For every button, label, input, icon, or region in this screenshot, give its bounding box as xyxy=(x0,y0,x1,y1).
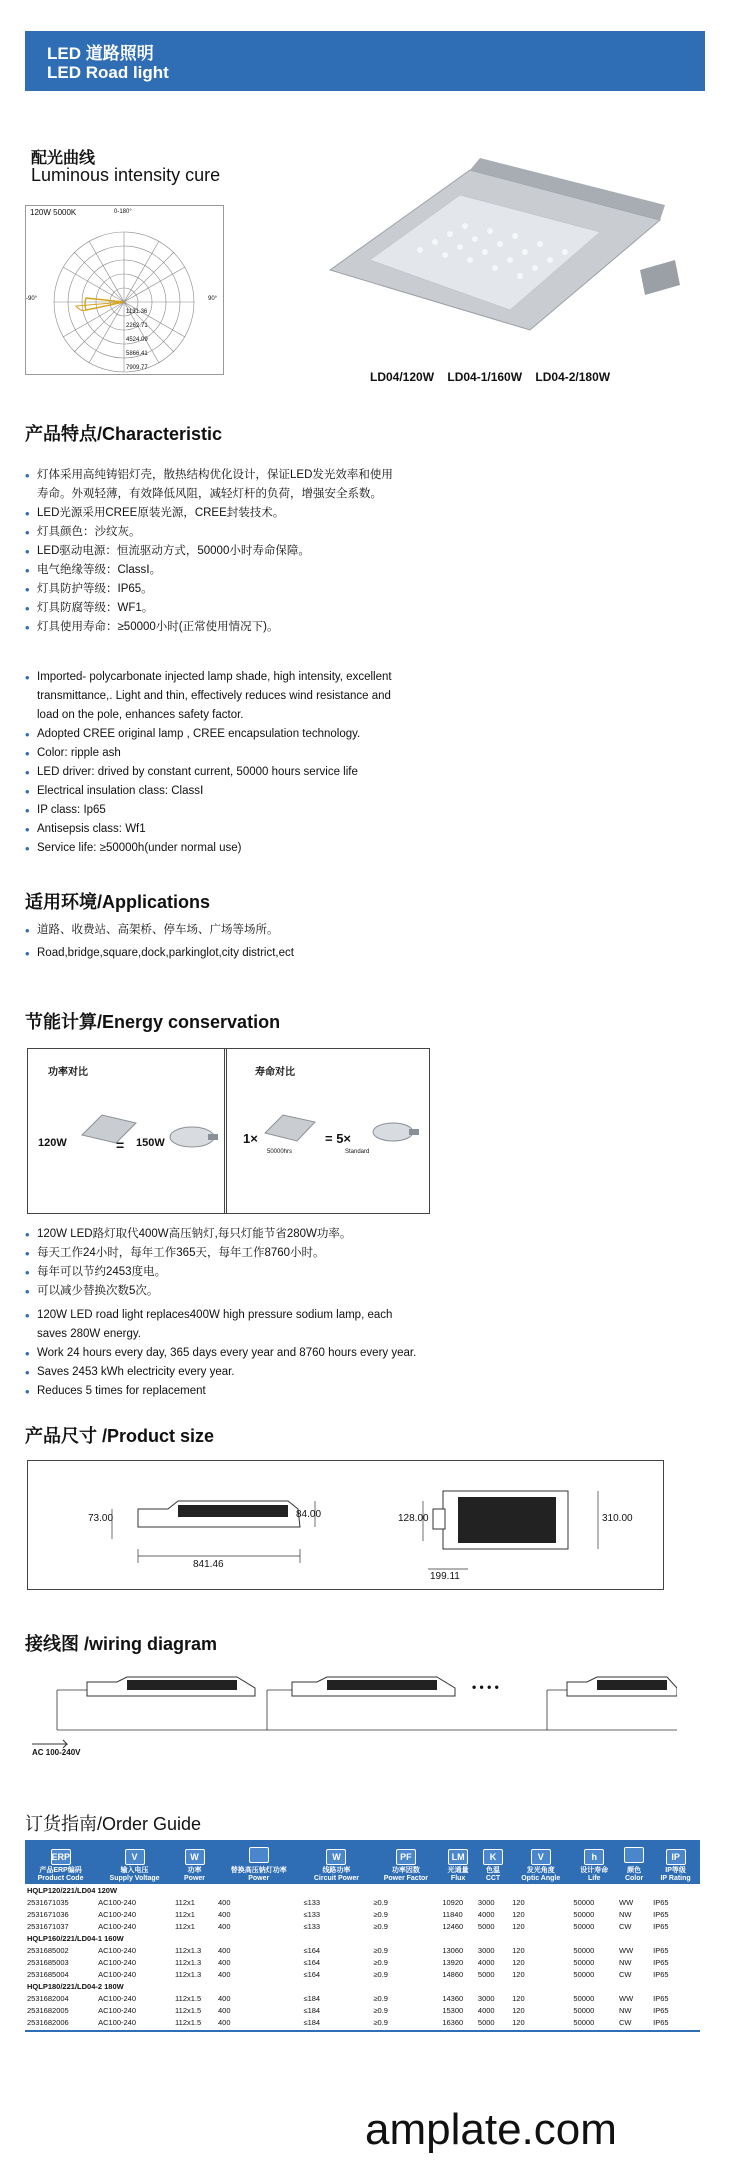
list-item: • 可以减少替换次数5次。 xyxy=(25,1282,545,1301)
column-icon: PF xyxy=(396,1849,416,1865)
table-cell: WW xyxy=(618,1993,634,2003)
table-cell: 16360 xyxy=(442,2017,464,2027)
table-cell: 2531682006 xyxy=(27,2017,69,2027)
column-icon xyxy=(249,1847,269,1863)
table-row xyxy=(25,2016,700,2028)
power-compare-label: 功率对比 xyxy=(48,1067,88,1078)
table-cell: 2531671036 xyxy=(27,1909,69,1919)
table-cell: CW xyxy=(618,1969,632,1979)
table-cell: 120 xyxy=(512,1945,525,1955)
table-cell: ≥0.9 xyxy=(373,1909,388,1919)
dim-128: 128.00 xyxy=(398,1513,429,1524)
table-cell: 400 xyxy=(217,1969,231,1979)
table-cell: 112x1.5 xyxy=(175,2017,202,2027)
list-item: load on the pole, enhances safety factor. xyxy=(37,709,244,721)
table-cell: 50000 xyxy=(573,1969,595,1979)
table-cell: ≤164 xyxy=(303,1969,321,1979)
power-right-value: 150W xyxy=(136,1137,165,1149)
table-cell: NW xyxy=(618,1909,632,1919)
characteristic-cn-list xyxy=(25,466,545,637)
table-row xyxy=(25,2004,700,2016)
table-cell: 120 xyxy=(512,2017,525,2027)
order-table-wrapper xyxy=(25,1840,700,2032)
table-cell: WW xyxy=(618,1897,634,1907)
column-label-en: Color xyxy=(624,1875,644,1882)
column-label-en: Power Factor xyxy=(383,1875,429,1882)
table-cell: 5000 xyxy=(477,1921,495,1931)
dim-length: 841.46 xyxy=(193,1559,224,1570)
table-cell: 120 xyxy=(512,1921,525,1931)
column-label-cn: 功率因数 xyxy=(391,1867,420,1874)
list-item: • 120W LED road light replaces400W high pressure sodium lamp, each xyxy=(25,1306,545,1325)
table-cell: AC100-240 xyxy=(98,1945,137,1955)
column-label-en: Power xyxy=(184,1875,206,1882)
list-item: 寿命。外观轻薄，有效降低风阻，减轻灯杆的负荷，增强安全系数。 xyxy=(37,488,382,500)
table-cell: AC100-240 xyxy=(98,2005,137,2015)
column-icon: IP xyxy=(666,1849,686,1865)
order-column-header xyxy=(476,1840,510,1884)
table-cell: IP65 xyxy=(653,1993,669,2003)
column-label-en: Life xyxy=(587,1875,601,1882)
table-cell: 2531685004 xyxy=(27,1969,69,1979)
table-cell: IP65 xyxy=(653,1969,669,1979)
list-item: • Road,bridge,square,dock,parkinglot,city district,ect xyxy=(25,944,545,963)
angle-right-label: 90° xyxy=(208,296,218,302)
list-item: • 灯具防护等级：IP65。 xyxy=(25,580,545,599)
order-column-header xyxy=(571,1840,617,1884)
list-item: • LED驱动电源：恒流驱动方式，50000小时寿命保障。 xyxy=(25,542,545,561)
header-title-cn: LED 道路照明 xyxy=(47,44,154,63)
dimension-drawing xyxy=(28,1461,663,1589)
table-cell: ≥0.9 xyxy=(373,1969,388,1979)
table-cell: IP65 xyxy=(653,1921,669,1931)
table-cell: 4000 xyxy=(477,2005,495,2015)
table-cell: ≤164 xyxy=(303,1957,321,1967)
header-title-en: LED Road light xyxy=(47,63,169,82)
table-cell: ≤184 xyxy=(303,1993,321,2003)
table-cell: 120 xyxy=(512,1897,525,1907)
order-column-header xyxy=(96,1840,173,1884)
watermark: amplate.com xyxy=(365,2105,617,2154)
table-cell: ≥0.9 xyxy=(373,1957,388,1967)
table-cell: 3000 xyxy=(477,1897,495,1907)
column-icon: W xyxy=(185,1849,205,1865)
curve-title-en: Luminous intensity cure xyxy=(31,165,221,185)
table-cell: IP65 xyxy=(653,1909,669,1919)
table-cell: 120 xyxy=(512,1993,525,2003)
order-column-header xyxy=(440,1840,476,1884)
polar-diagram xyxy=(26,206,223,374)
table-cell: 112x1.5 xyxy=(175,2005,202,2015)
table-cell: 50000 xyxy=(573,1921,595,1931)
column-label-cn: 设计寿命 xyxy=(580,1867,609,1874)
ring-value: 1131.36 xyxy=(126,309,148,315)
list-item: • Color: ripple ash xyxy=(25,744,545,763)
table-cell: AC100-240 xyxy=(98,1921,137,1931)
curve-title-cn: 配光曲线 xyxy=(31,150,96,167)
characteristic-en-list xyxy=(25,668,545,858)
table-cell: 400 xyxy=(217,1921,231,1931)
column-label-en: Optic Angle xyxy=(521,1875,561,1882)
table-cell: 2531682005 xyxy=(27,2005,69,2015)
table-cell: 120 xyxy=(512,1969,525,1979)
table-cell: IP65 xyxy=(653,1897,669,1907)
column-icon: K xyxy=(483,1849,503,1865)
column-label-cn: 发光角度 xyxy=(526,1867,555,1874)
list-item: • Antisepsis class: Wf1 xyxy=(25,820,545,839)
energy-cn-list xyxy=(25,1225,545,1301)
order-heading: 订货指南/Order Guide xyxy=(25,1814,202,1834)
list-item: • Service life: ≥50000h(under normal use) xyxy=(25,839,545,858)
column-icon: W xyxy=(326,1849,346,1865)
list-item: • LED光源采用CREE原装光源，CREE封装技术。 xyxy=(25,504,545,523)
table-cell: 14860 xyxy=(442,1969,464,1979)
group-label: HQLP160/221/LD04-1 160W xyxy=(27,1933,124,1943)
list-item: • 灯具使用寿命：≥50000小时(正常使用情况下)。 xyxy=(25,618,545,637)
list-item: • 道路、收费站、高架桥、停车场、广场等场所。 xyxy=(25,921,545,940)
column-label-en: Flux xyxy=(450,1875,466,1882)
table-cell: ≥0.9 xyxy=(373,1993,388,2003)
table-cell: ≤184 xyxy=(303,2017,321,2027)
column-icon: V xyxy=(531,1849,551,1865)
table-row xyxy=(25,1992,700,2004)
column-icon xyxy=(624,1847,644,1863)
table-cell: 400 xyxy=(217,1909,231,1919)
column-label-cn: 输入电压 xyxy=(120,1867,149,1874)
model-list: LD04/120W LD04-1/160W LD04-2/180W xyxy=(370,370,611,384)
order-column-header xyxy=(173,1840,216,1884)
column-label-en: Power xyxy=(248,1875,270,1882)
table-cell: 15300 xyxy=(442,2005,464,2015)
order-column-header xyxy=(510,1840,571,1884)
column-label-cn: 颜色 xyxy=(627,1867,642,1874)
table-cell: 50000 xyxy=(573,2005,595,2015)
table-cell: 5000 xyxy=(477,1969,495,1979)
table-cell: 12460 xyxy=(442,1921,464,1931)
life-right-sub: Standard xyxy=(345,1149,370,1155)
table-cell: AC100-240 xyxy=(98,1993,137,2003)
ring-value: 5866.41 xyxy=(126,351,148,357)
list-item: • 每年可以节约2453度电。 xyxy=(25,1263,545,1282)
table-cell: 50000 xyxy=(573,1897,595,1907)
table-cell: 4000 xyxy=(477,1909,495,1919)
table-bottom-rule xyxy=(25,2030,700,2032)
table-cell: ≥0.9 xyxy=(373,1945,388,1955)
table-cell: 120 xyxy=(512,2005,525,2015)
dim-height-right: 84.00 xyxy=(296,1509,322,1520)
table-cell: 13060 xyxy=(442,1945,464,1955)
wiring-diagram xyxy=(27,1660,677,1760)
table-cell: 112x1.3 xyxy=(175,1957,202,1967)
road-light-illustration xyxy=(320,150,690,340)
table-row xyxy=(25,1944,700,1956)
list-item: • 灯体采用高纯铸铝灯壳，散热结构优化设计，保证LED发光效率和使用 xyxy=(25,466,545,485)
table-cell: 50000 xyxy=(573,1993,595,2003)
group-label: HQLP180/221/LD04-2 180W xyxy=(27,1981,124,1991)
order-column-header xyxy=(216,1840,301,1884)
angle-left-label: -90° xyxy=(26,296,38,302)
wiring-heading: 接线图 /wiring diagram xyxy=(25,1634,218,1654)
wiring-svg xyxy=(27,1660,677,1760)
table-cell: 2531685002 xyxy=(27,1945,69,1955)
ac-voltage-label: AC 100-240V xyxy=(32,1748,81,1757)
table-cell: NW xyxy=(618,1957,632,1967)
angle-top-label: 0-180° xyxy=(114,209,132,215)
characteristic-heading: 产品特点/Characteristic xyxy=(25,424,223,444)
table-cell: 120 xyxy=(512,1909,525,1919)
table-cell: 112x1 xyxy=(175,1909,195,1919)
order-table xyxy=(25,1840,700,2028)
table-cell: IP65 xyxy=(653,2005,669,2015)
dim-199: 199.11 xyxy=(430,1571,460,1582)
column-label-cn: 功率 xyxy=(187,1867,202,1874)
table-cell: AC100-240 xyxy=(98,1957,137,1967)
continuation-dots: • • • • xyxy=(472,1680,499,1694)
sodium-lamp-icon xyxy=(168,1123,218,1153)
list-item: • Electrical insulation class: ClassⅠ xyxy=(25,782,545,801)
list-item: • Adopted CREE original lamp , CREE encapsulation technology. xyxy=(25,725,545,744)
table-cell: ≥0.9 xyxy=(373,2017,388,2027)
column-label-cn: 替换高压钠灯功率 xyxy=(230,1867,287,1874)
table-group-row xyxy=(25,1932,700,1944)
table-cell: 50000 xyxy=(573,1957,595,1967)
life-left-value: 1× xyxy=(243,1131,258,1146)
table-cell: 3000 xyxy=(477,1945,495,1955)
table-cell: CW xyxy=(618,1921,632,1931)
product-image xyxy=(320,150,690,340)
table-cell: ≥0.9 xyxy=(373,1897,388,1907)
energy-en-list xyxy=(25,1306,545,1401)
life-compare-box xyxy=(224,1048,430,1214)
table-cell: CW xyxy=(618,2017,632,2027)
column-label-cn: 线路功率 xyxy=(322,1867,351,1874)
table-cell: IP65 xyxy=(653,2017,669,2027)
table-group-row xyxy=(25,1980,700,1992)
column-label-en: CCT xyxy=(485,1875,501,1882)
table-cell: 400 xyxy=(217,1993,231,2003)
column-label-cn: IP等级 xyxy=(665,1867,686,1874)
size-heading: 产品尺寸 /Product size xyxy=(25,1426,215,1446)
order-column-header xyxy=(617,1840,651,1884)
table-cell: 50000 xyxy=(573,1945,595,1955)
column-icon: h xyxy=(584,1849,604,1865)
list-item: • 120W LED路灯取代400W高压钠灯,每只灯能节省280W功率。 xyxy=(25,1225,545,1244)
equals-sign: = xyxy=(116,1137,125,1153)
header-banner xyxy=(25,31,705,91)
table-cell: 3000 xyxy=(477,1993,495,2003)
ring-value: 4524.09 xyxy=(126,337,148,343)
column-label-en: Circuit Power xyxy=(313,1875,359,1882)
dim-height-left: 73.00 xyxy=(88,1513,114,1524)
list-item: • 每天工作24小时，每年工作365天，每年工作8760小时。 xyxy=(25,1244,545,1263)
table-cell: 2531671037 xyxy=(27,1921,69,1931)
order-column-header xyxy=(371,1840,440,1884)
dim-width: 310.00 xyxy=(602,1513,633,1524)
table-cell: 11840 xyxy=(442,1909,463,1919)
led-lamp-icon xyxy=(80,1111,138,1145)
polar-chart xyxy=(25,205,224,375)
applications-list xyxy=(25,921,545,963)
list-item: • Imported- polycarbonate injected lamp shade, high intensity, excellent xyxy=(25,668,545,687)
list-item: • LED driver: drived by constant current, 50000 hours service life xyxy=(25,763,545,782)
table-cell: 400 xyxy=(217,1897,231,1907)
table-cell: 112x1 xyxy=(175,1897,195,1907)
table-cell: 400 xyxy=(217,2005,231,2015)
table-cell: ≤164 xyxy=(303,1945,321,1955)
table-cell: NW xyxy=(618,2005,632,2015)
group-label: HQLP120/221/LD04 120W xyxy=(27,1885,118,1895)
chart-label: 120W 5000K xyxy=(30,208,77,217)
list-item: • IP class: Ip65 xyxy=(25,801,545,820)
power-compare-box xyxy=(27,1048,227,1214)
table-row xyxy=(25,1908,700,1920)
table-row xyxy=(25,1968,700,1980)
column-icon: ERP xyxy=(51,1849,71,1865)
ring-value: 2262.71 xyxy=(126,323,148,329)
table-cell: ≤133 xyxy=(303,1909,321,1919)
list-item: • 灯具颜色：沙纹灰。 xyxy=(25,523,545,542)
table-cell: ≤133 xyxy=(303,1897,321,1907)
table-cell: 112x1.3 xyxy=(175,1945,202,1955)
size-drawing-box xyxy=(27,1460,664,1590)
table-cell: 2531671035 xyxy=(27,1897,69,1907)
table-cell: 2531685003 xyxy=(27,1957,69,1967)
table-cell: 13920 xyxy=(442,1957,464,1967)
column-label-en: IP Rating xyxy=(660,1875,691,1882)
sodium-lamp-icon xyxy=(371,1119,419,1147)
list-item: transmittance,. Light and thin, effectively reduces wind resistance and xyxy=(37,690,391,702)
column-label-cn: 色温 xyxy=(486,1867,501,1874)
life-left-sub: 50000hrs xyxy=(267,1149,293,1155)
table-cell: 400 xyxy=(217,1957,231,1967)
table-row xyxy=(25,1956,700,1968)
table-cell: 14360 xyxy=(442,1993,464,2003)
order-column-header xyxy=(651,1840,700,1884)
applications-heading: 适用环境/Applications xyxy=(25,892,211,912)
table-row xyxy=(25,1920,700,1932)
power-left-value: 120W xyxy=(38,1137,67,1149)
table-cell: AC100-240 xyxy=(98,1909,137,1919)
table-group-row xyxy=(25,1884,700,1896)
list-item: • Reduces 5 times for replacement xyxy=(25,1382,545,1401)
list-item: saves 280W energy. xyxy=(37,1328,141,1340)
table-cell: 112x1.5 xyxy=(175,1993,202,2003)
table-cell: 10920 xyxy=(442,1897,464,1907)
table-cell: 120 xyxy=(512,1957,525,1967)
life-compare-label: 寿命对比 xyxy=(255,1067,295,1078)
table-cell: ≤133 xyxy=(303,1921,321,1931)
table-cell: WW xyxy=(618,1945,634,1955)
column-label-cn: 产品ERP编码 xyxy=(39,1867,82,1874)
list-item: • Work 24 hours every day, 365 days every year and 8760 hours every year. xyxy=(25,1344,545,1363)
table-row xyxy=(25,1896,700,1908)
table-cell: 112x1.3 xyxy=(175,1969,202,1979)
ring-value: 7909.77 xyxy=(126,365,148,371)
table-cell: 400 xyxy=(217,1945,231,1955)
table-cell: 4000 xyxy=(477,1957,495,1967)
life-right-value: = 5× xyxy=(325,1131,352,1146)
column-icon: LM xyxy=(448,1849,468,1865)
order-column-header xyxy=(25,1840,96,1884)
table-cell: 2531682004 xyxy=(27,1993,69,2003)
energy-heading: 节能计算/Energy conservation xyxy=(25,1012,281,1032)
table-cell: 400 xyxy=(217,2017,231,2027)
order-table-header xyxy=(25,1840,700,1884)
table-cell: ≤184 xyxy=(303,2005,321,2015)
list-item: • Saves 2453 kWh electricity every year. xyxy=(25,1363,545,1382)
column-label-en: Supply Voltage xyxy=(109,1875,160,1882)
column-label-cn: 光通量 xyxy=(447,1867,469,1874)
table-cell: IP65 xyxy=(653,1957,669,1967)
order-column-header xyxy=(301,1840,371,1884)
table-cell: AC100-240 xyxy=(98,2017,137,2027)
table-cell: 50000 xyxy=(573,2017,595,2027)
list-item: • 灯具防腐等级：WF1。 xyxy=(25,599,545,618)
table-cell: IP65 xyxy=(653,1945,669,1955)
list-item: • 电气绝缘等级：ClassⅠ。 xyxy=(25,561,545,580)
table-cell: ≥0.9 xyxy=(373,1921,388,1931)
column-icon: V xyxy=(125,1849,145,1865)
table-cell: 50000 xyxy=(573,1909,595,1919)
table-cell: ≥0.9 xyxy=(373,2005,388,2015)
led-lamp-icon xyxy=(263,1111,317,1143)
table-cell: 112x1 xyxy=(175,1921,195,1931)
column-label-en: Product Code xyxy=(37,1875,84,1882)
table-cell: 5000 xyxy=(477,2017,495,2027)
table-cell: AC100-240 xyxy=(98,1969,137,1979)
table-cell: AC100-240 xyxy=(98,1897,137,1907)
